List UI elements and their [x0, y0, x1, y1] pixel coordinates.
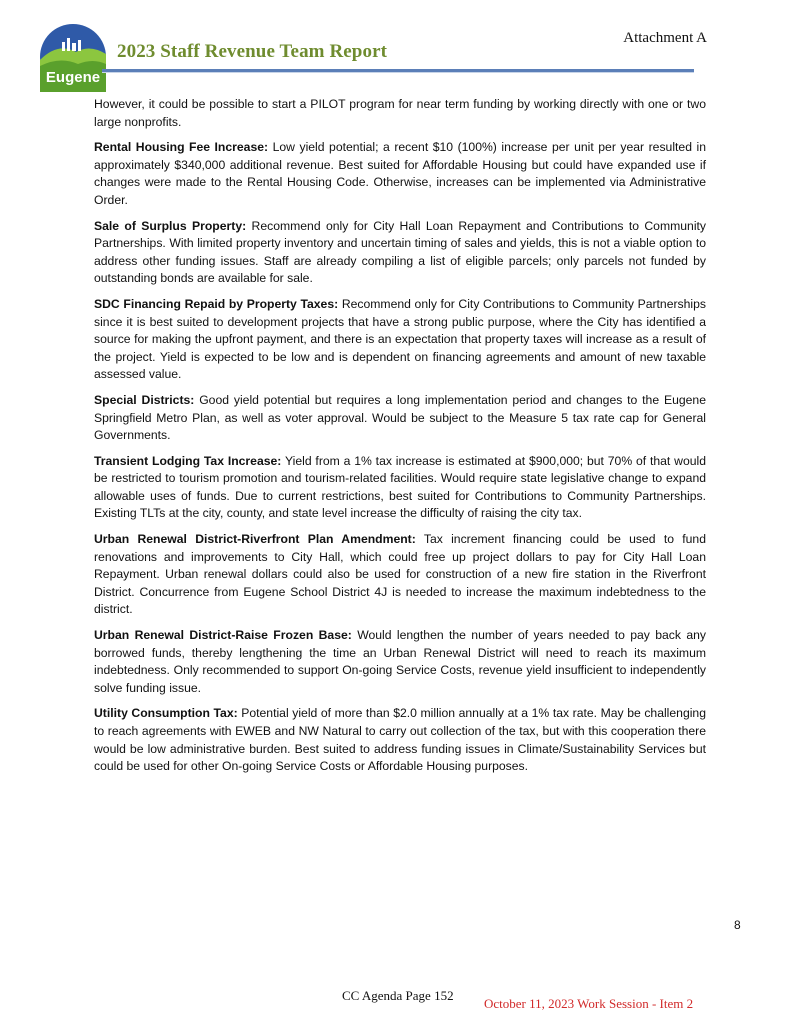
attachment-label: Attachment A	[623, 30, 707, 46]
section-surplus-property	[94, 218, 706, 288]
section-text: Yield from a 1% tax increase is estimated at $900,000; but 70% of that would be restricted to tourism promotion and tourism-related facilities. Would require state legislative change to expand allowable uses of funds. Due to current restrictions, best suited for Contributions to Community Partnerships. Existing TLTs at the city, county, and state level increase the difficulty of raising the city tax.	[94, 453, 706, 521]
section-heading: Urban Renewal District-Riverfront Plan Amendment:	[94, 532, 416, 547]
section-heading: Transient Lodging Tax Increase:	[94, 453, 282, 468]
section-text: Recommend only for City Hall Loan Repayment and Contributions to Community Partnerships. With limited property inventory and uncertain timing of sales and yields, this is not a viable option to address other funding issues. Staff are already compiling a list of eligible parcels; only parcels not funded by outstanding bonds are available for sale.	[94, 218, 707, 286]
work-session-label: October 11, 2023 Work Session - Item 2	[484, 996, 694, 1011]
section-transient-lodging	[94, 453, 706, 523]
section-urban-renewal-riverfront	[94, 531, 706, 619]
section-heading: Rental Housing Fee Increase:	[94, 140, 269, 155]
section-sdc-financing	[94, 296, 706, 384]
page-number: 8	[734, 918, 741, 932]
title-rule-shadow	[102, 72, 694, 73]
section-text: Would lengthen the number of years needed to pay back any borrowed funds, thereby lengthening the time an Urban Renewal District will need to reach its maximum indebtedness. Only recommended to support On-going Service Costs, revenue yield insufficient to independently solve funding issue.	[94, 628, 706, 695]
report-body	[94, 96, 706, 784]
section-heading: Special Districts:	[94, 392, 195, 407]
section-utility-consumption	[94, 705, 706, 775]
section-heading: SDC Financing Repaid by Property Taxes:	[94, 296, 339, 311]
intro-paragraph: However, it could be possible to start a PILOT program for near term funding by working directly with one or two large nonprofits.	[94, 97, 706, 129]
section-special-districts	[94, 392, 706, 445]
section-heading: Urban Renewal District-Raise Frozen Base:	[94, 628, 352, 643]
logo-text: Eugene	[45, 69, 101, 86]
section-text: Good yield potential but requires a long implementation period and changes to the Eugene Springfield Metro Plan, as well as voter approval. Would be subject to the Measure 5 tax rate cap for General Governments.	[94, 392, 706, 443]
agenda-page-label: CC Agenda Page 152	[342, 988, 454, 1003]
section-heading: Sale of Surplus Property:	[94, 218, 247, 233]
city-logo	[38, 22, 108, 92]
report-title: 2023 Staff Revenue Team Report	[117, 41, 388, 62]
section-text: Low yield potential; a recent $10 (100%) increase per unit per year resulted in approximately $340,000 additional revenue. Best suited for Affordable Housing but could have expanded use if changes were made to the Rental Housing Code. Otherwise, increases can be implemented via Administrative Order.	[94, 140, 706, 207]
section-text: Potential yield of more than $2.0 million annually at a 1% tax rate. May be challenging to reach agreements with EWEB and NW Natural to carry out collection of the tax, but with this cooperation there would be low administrative burden. Best suited to address funding issues in Climate/Sustainability Services but could be used for other On-going Service Costs or Affordable Housing purposes.	[94, 706, 706, 774]
section-urban-renewal-frozen-base	[94, 627, 706, 697]
section-heading: Utility Consumption Tax:	[94, 706, 238, 721]
section-rental-housing	[94, 139, 706, 209]
section-text: Recommend only for City Contributions to Community Partnerships since it is best suited to development projects that have a strong public purpose, where the City has identified a source for making the upfront payment, and there is an expectation that property taxes will increase as a result of the project. Yield is expected to be low and is dependent on financing agreements and amount of new taxable assessed value.	[94, 296, 706, 382]
section-text: Tax increment financing could be used to fund renovations and improvements to City Hall, which could free up project dollars to pay for City Hall Loan Repayment. Urban renewal dollars could also be used for construction of a new fire station in the Riverfront District. Concurrence from Eugene School District 4J is needed to increase the maximum indebtedness to the district.	[94, 532, 706, 617]
